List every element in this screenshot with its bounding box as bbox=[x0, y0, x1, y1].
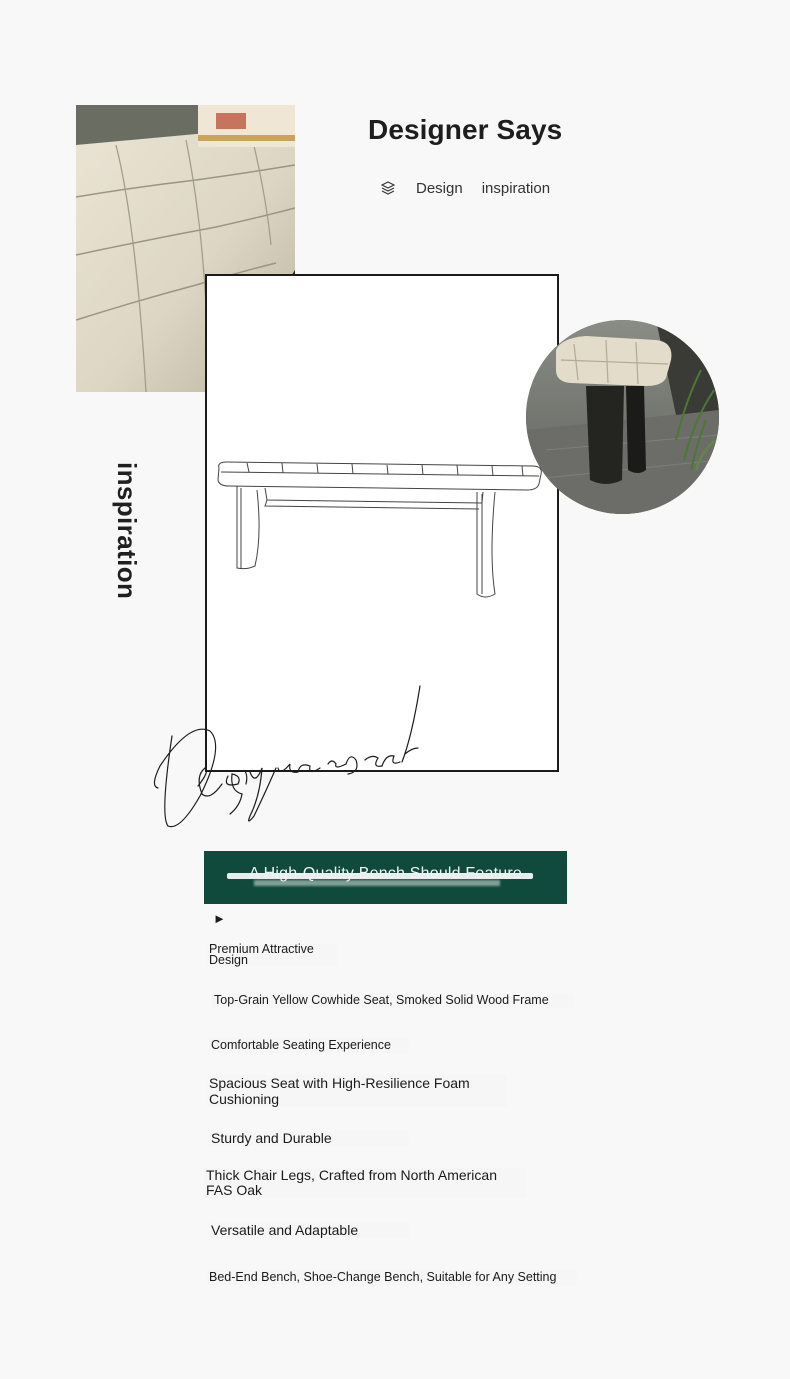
feature-heading-1: Premium Attractive Design bbox=[207, 944, 337, 966]
section-title: Designer Says bbox=[368, 114, 563, 145]
tag-inspiration: inspiration bbox=[481, 179, 551, 197]
vertical-inspiration-label bbox=[90, 462, 170, 612]
layers-icon bbox=[380, 180, 396, 196]
feature-detail-4: Bed-End Bench, Shoe-Change Bench, Suitable for Any Setting bbox=[207, 1270, 577, 1285]
feature-detail-2: Spacious Seat with High-Resilience Foam Cushioning bbox=[207, 1075, 507, 1107]
feature-detail-3: Thick Chair Legs, Crafted from North American FAS Oak bbox=[204, 1168, 526, 1198]
feature-heading-2: Comfortable Seating Experience bbox=[209, 1038, 409, 1053]
stool-image bbox=[526, 320, 719, 514]
feature-banner bbox=[204, 851, 567, 904]
arrow-icon: ► bbox=[213, 911, 226, 926]
feature-heading-4: Versatile and Adaptable bbox=[209, 1223, 409, 1238]
script-signature bbox=[150, 676, 440, 836]
tag-design: Design bbox=[416, 179, 463, 197]
vertical-word-text: inspiration bbox=[112, 462, 142, 600]
banner-title: A High-Quality Bench Should Feature bbox=[249, 865, 522, 882]
designer-said-script bbox=[150, 676, 440, 836]
feature-detail-1: Top-Grain Yellow Cowhide Seat, Smoked Solid Wood Frame bbox=[212, 993, 574, 1008]
tag-row bbox=[380, 177, 550, 199]
stool-circle-photo bbox=[526, 320, 719, 514]
feature-heading-3: Sturdy and Durable bbox=[209, 1131, 409, 1146]
